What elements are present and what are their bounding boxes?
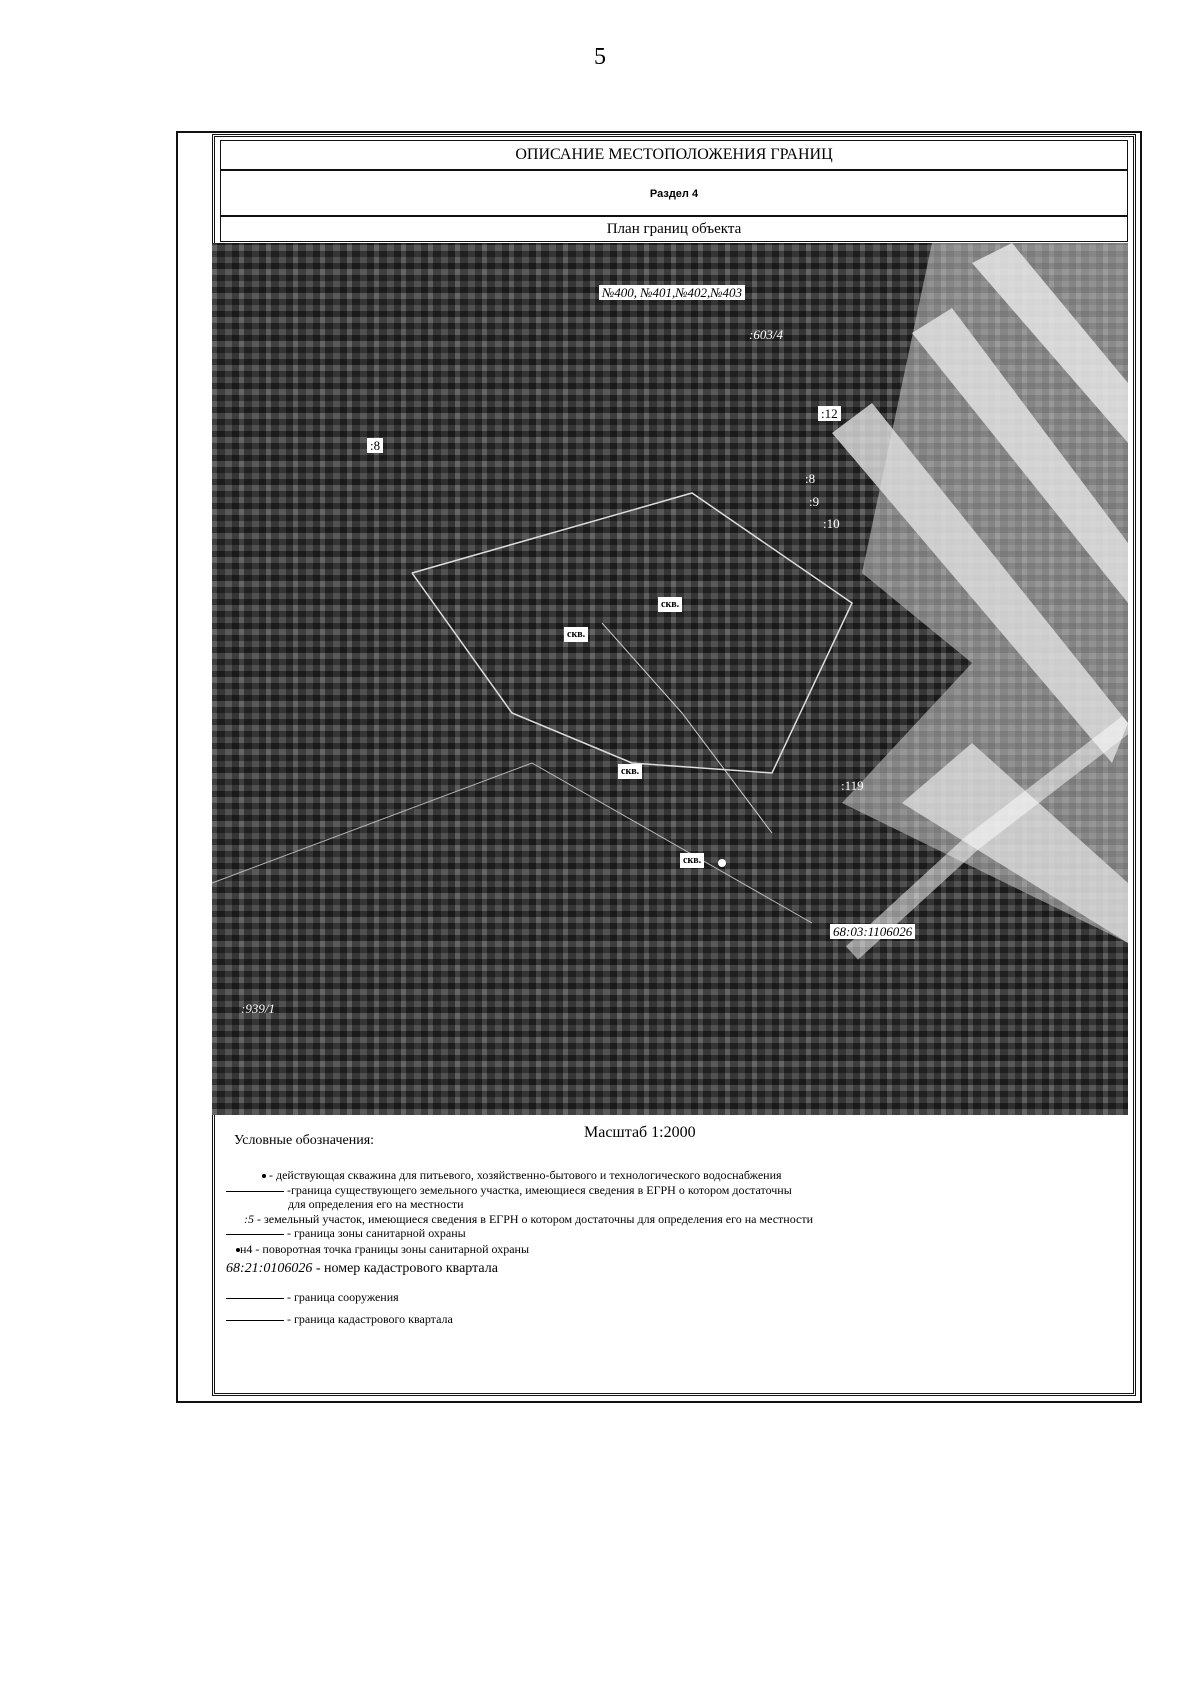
well-label-3: скв. — [618, 764, 642, 779]
legend-quarter — [226, 1262, 498, 1276]
zone-line-icon — [226, 1234, 284, 1235]
parcel-8-label: :8 — [367, 438, 383, 453]
legend-plot-line2: для определения его на местности — [288, 1197, 464, 1211]
parcel-119-label: :119 — [841, 778, 864, 793]
map-scale: Масштаб 1:2000 — [584, 1124, 696, 1141]
map-overlay — [212, 243, 1128, 1115]
legend-structure-text: - граница сооружения — [287, 1290, 399, 1304]
well-line — [602, 623, 772, 833]
legend-quarter-border — [226, 1312, 453, 1326]
parcel-10-label: :10 — [823, 516, 840, 531]
page-number: 5 — [594, 44, 606, 70]
legend-quarter-symbol: 68:21:0106026 — [226, 1261, 313, 1276]
quarter-border-line — [212, 763, 812, 923]
quarter-label: 68:03:1106026 — [830, 924, 915, 939]
legend-quarter-text: - номер кадастрового квартала — [315, 1261, 498, 1276]
plan-title: План границ объекта — [220, 216, 1128, 242]
parcel-939-label: :939/1 — [241, 1001, 275, 1016]
well-symbol-icon — [262, 1174, 266, 1178]
legend-zone-text: - граница зоны санитарной охраны — [287, 1226, 466, 1240]
legend-well-text: - действующая скважина для питьевого, хозяйственно-бытового и технологического водоснабжения — [269, 1168, 782, 1182]
legend-parcel-symbol: :5 — [244, 1212, 254, 1226]
parcel-603-label: :603/4 — [749, 327, 783, 342]
legend-parcel — [244, 1212, 813, 1226]
quarter-border-line-icon — [226, 1320, 284, 1321]
legend-plot-text: -граница существующего земельного участка, имеющиеся сведения в ЕГРН о котором достаточны — [287, 1183, 792, 1197]
zone-boundary — [412, 493, 852, 773]
legend-zone — [226, 1226, 466, 1240]
document-title: ОПИСАНИЕ МЕСТОПОЛОЖЕНИЯ ГРАНИЦ — [220, 140, 1128, 170]
well-label-4: скв. — [680, 853, 704, 868]
plot-line-icon — [226, 1191, 284, 1192]
legend-point-symbol: н4 — [240, 1242, 253, 1256]
well-label-1: скв. — [658, 597, 682, 612]
legend-point — [236, 1242, 529, 1256]
boundary-map — [212, 243, 1128, 1115]
parcel-8b-label: :8 — [805, 471, 816, 486]
well-label-2: скв. — [564, 627, 588, 642]
legend-quarter-border-text: - граница кадастрового квартала — [287, 1312, 453, 1326]
well-point — [718, 859, 726, 867]
parcel-12-label: :12 — [818, 406, 841, 421]
legend-well — [262, 1168, 782, 1182]
structure-line-icon — [226, 1298, 284, 1299]
legend-title: Условные обозначения: — [234, 1133, 375, 1148]
legend-plot — [226, 1183, 792, 1197]
parcel-9-label: :9 — [809, 494, 820, 509]
legend-structure — [226, 1290, 399, 1304]
legend-parcel-text: - земельный участок, имеющиеся сведения в ЕГРН о котором достаточны для определения его на местности — [257, 1212, 814, 1226]
section-label: Раздел 4 — [220, 170, 1128, 216]
legend-point-text: - поворотная точка границы зоны санитарной охраны — [255, 1242, 530, 1256]
plots-label: №400, №401,№402,№403 — [599, 285, 745, 300]
